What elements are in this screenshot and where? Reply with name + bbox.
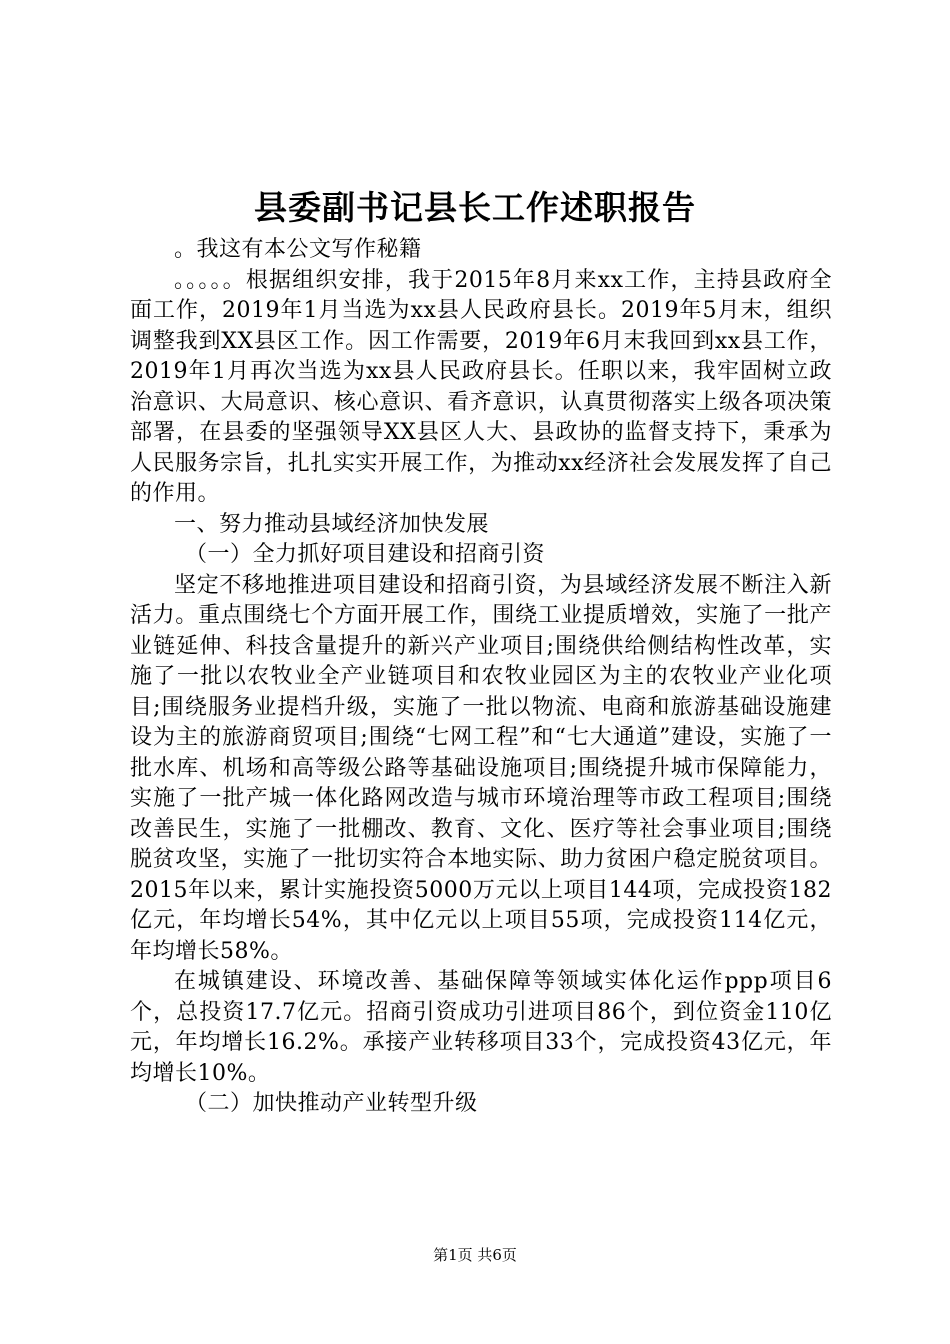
page-footer: 第1页 共6页 xyxy=(433,1246,517,1264)
paragraph-ppp: 在城镇建设、环境改善、基础保障等领域实体化运作ppp项目6个，总投资17.7亿元。招商引资成功引进项目86个，到位资金110亿元，年均增长16.2%。承接产业转移项目33个，完成投资43亿元，年均增长10%。 xyxy=(130,969,832,1086)
paragraph-projects: 坚定不移地推进项目建设和招商引资，为县域经济发展不断注入新活力。重点围绕七个方面开展工作，围绕工业提质增效，实施了一批产业链延伸、科技含量提升的新兴产业项目;围绕供给侧结构性改革，实施了一批以农牧业全产业链项目和农牧业园区为主的农牧业产业化项目;围绕服务业提档升级，实施了一批以物流、电商和旅游基础设施建设为主的旅游商贸项目;围绕“七网工程”和“七大通道”建设，实施了一批水库、机场和高等级公路等基础设施项目;围绕提升城市保障能力，实施了一批产城一体化路网改造与城市环境治理等市政工程项目;围绕改善民生，实施了一批棚改、教育、文化、医疗等社会事业项目;围绕脱贫攻坚，实施了一批切实符合本地实际、助力贫困户稳定脱贫项目。2015年以来，累计实施投资5000万元以上项目144项，完成投资182亿元，年均增长54%，其中亿元以上项目55项，完成投资114亿元，年均增长58%。 xyxy=(130,572,832,964)
paragraph-intro: 。我这有本公文写作秘籍 xyxy=(174,237,422,262)
document-title: 县委副书记县长工作述职报告 xyxy=(254,188,696,227)
document-body xyxy=(130,235,832,1120)
subsection-heading-1: （一）全力抓好项目建设和招商引资 xyxy=(185,542,546,567)
section-heading-1: 一、努力推动县域经济加快发展 xyxy=(174,511,490,537)
subsection-heading-2: （二）加快推动产业转型升级 xyxy=(185,1091,478,1116)
paragraph-overview: 。。。。。根据组织安排，我于2015年8月来xx工作，主持县政府全面工作，2019年1月当选为xx县人民政府县长。2019年5月末，组织调整我到XX县区工作。因工作需要，2019年6月末我回到xx县工作，2019年1月再次当选为xx县人民政府县长。任职以来，我牢固树立政治意识、大局意识、核心意识、看齐意识，认真贯彻落实上级各项决策部署，在县委的坚强领导XX县区人大、县政协的监督支持下，秉承为人民服务宗旨，扎扎实实开展工作，为推动xx经济社会发展发挥了自己的作用。 xyxy=(130,267,832,506)
